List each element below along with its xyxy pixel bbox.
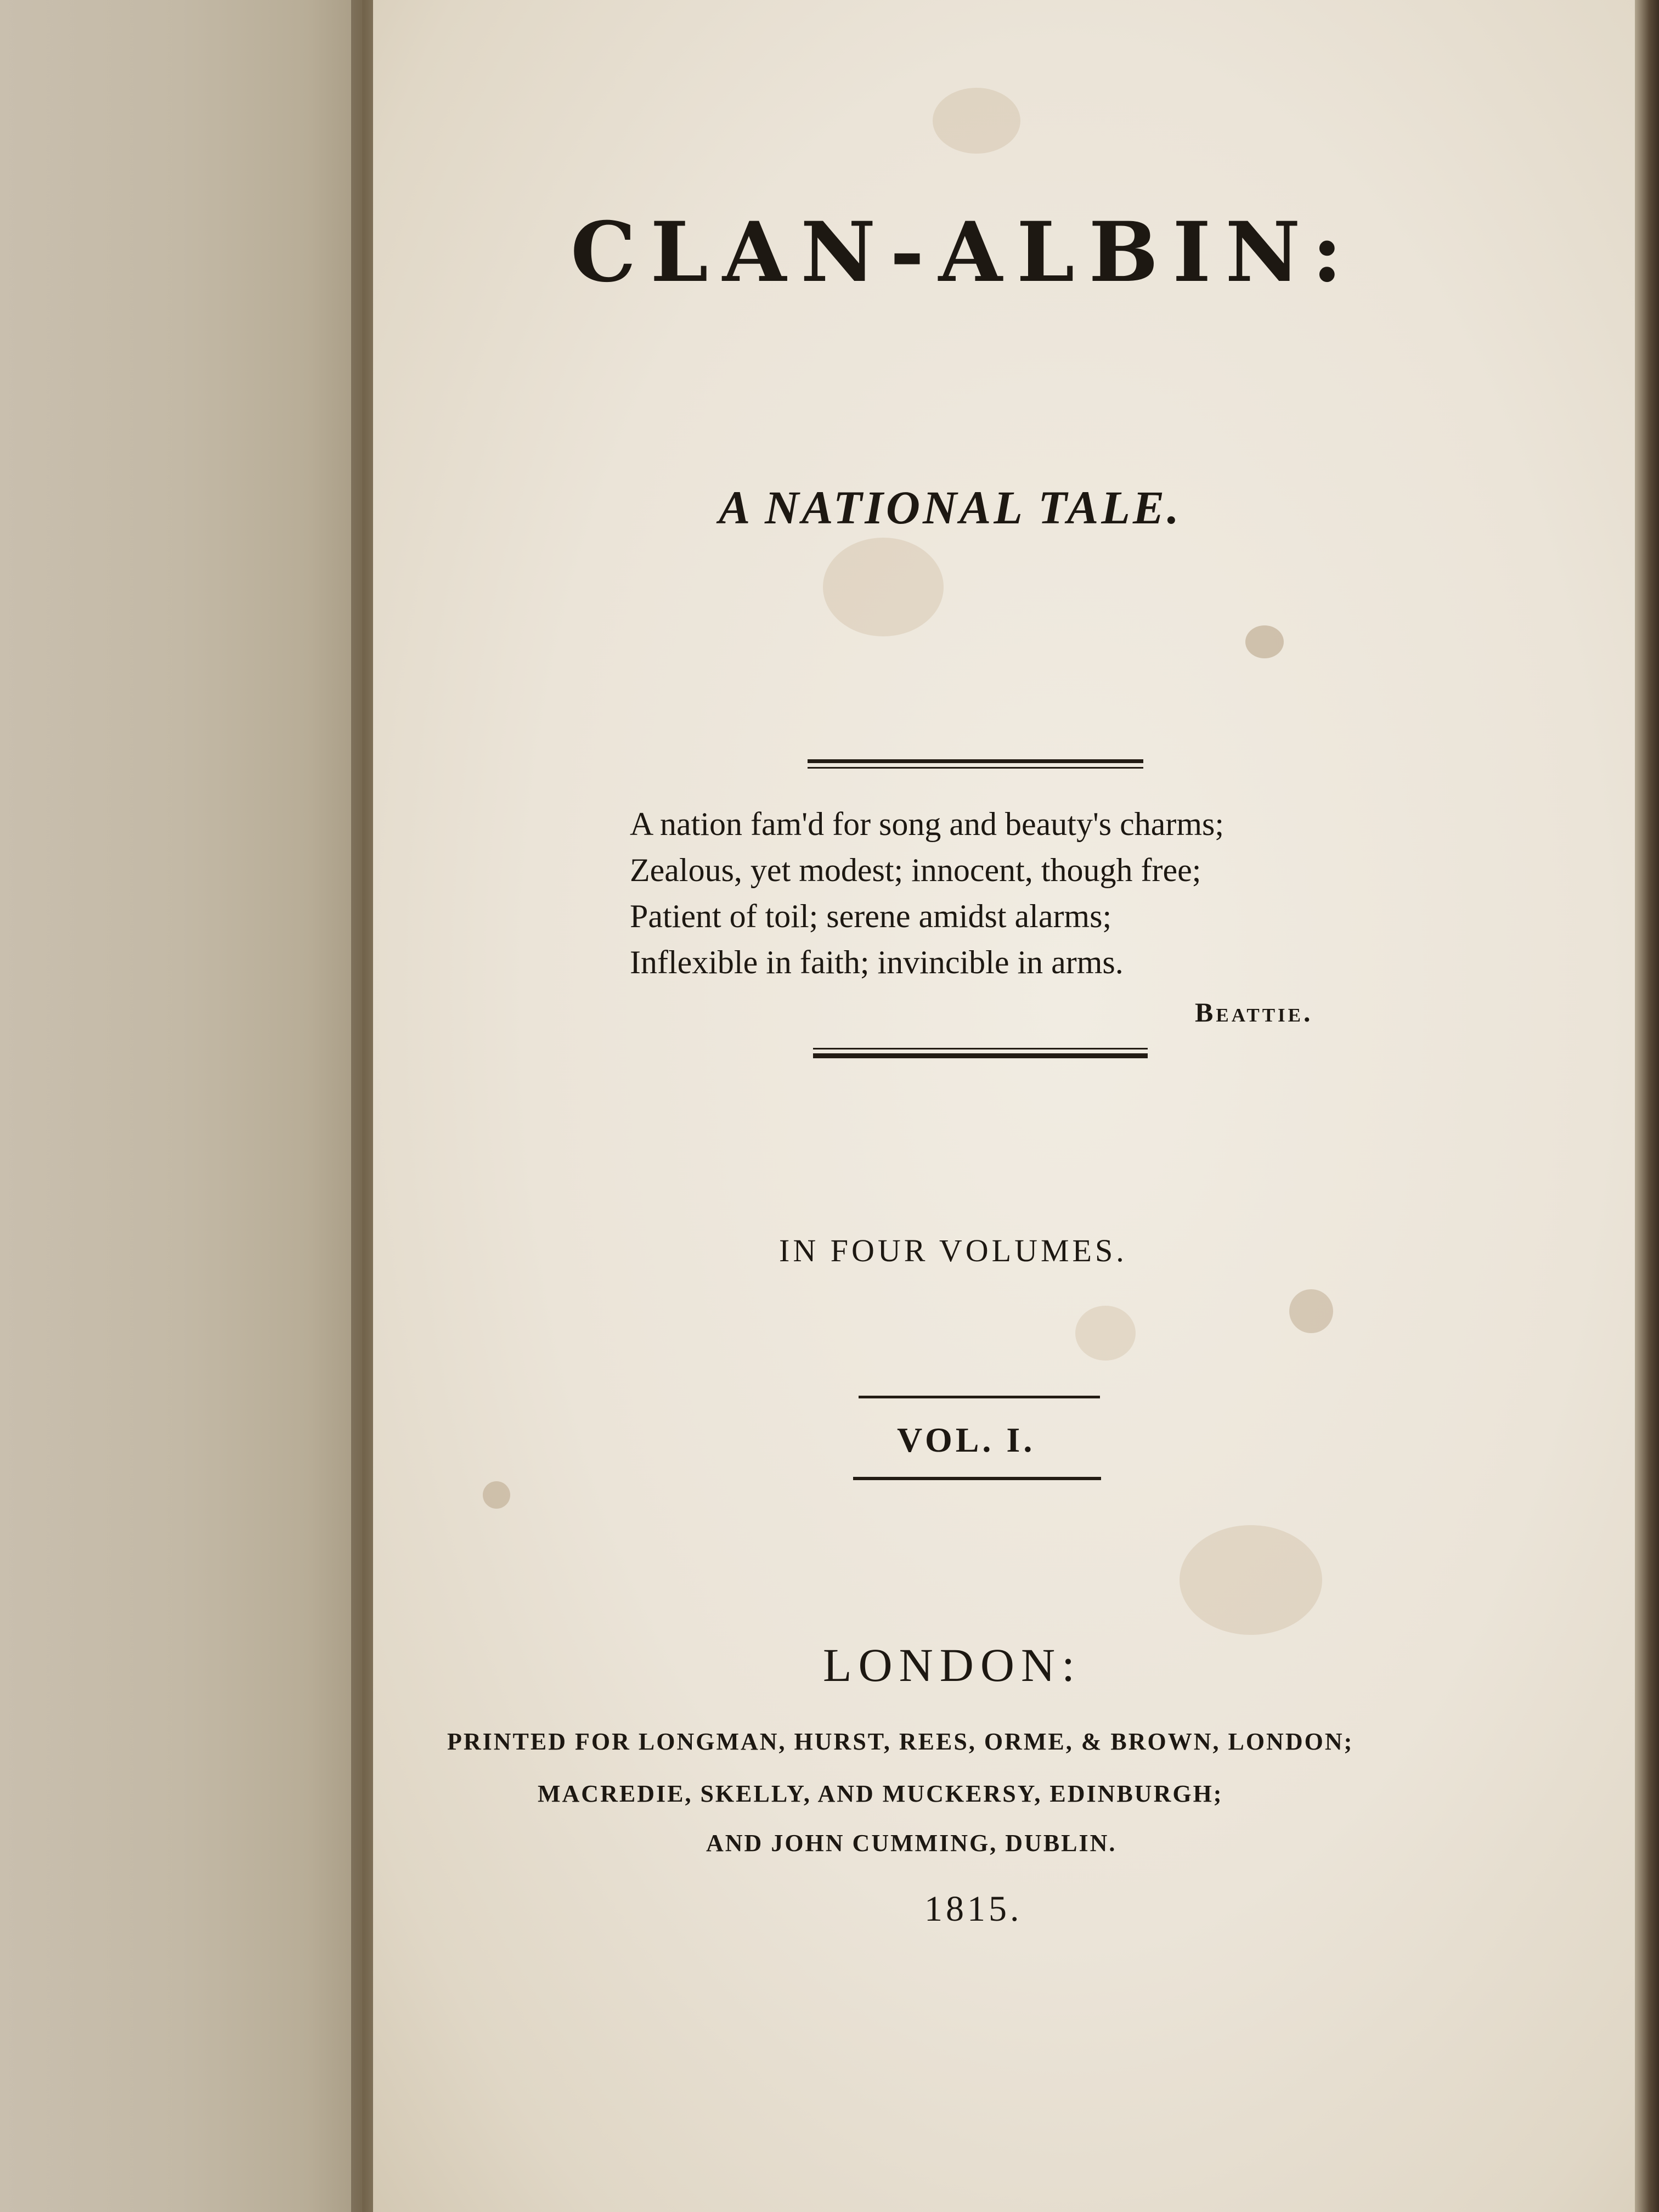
imprint-line: AND JOHN CUMMING, DUBLIN. <box>706 1830 1117 1857</box>
divider-rule <box>853 1477 1101 1480</box>
imprint-year: 1815. <box>924 1889 1023 1929</box>
foxing-spot <box>1289 1289 1333 1333</box>
foxing-spot <box>1075 1306 1136 1361</box>
imprint-line: PRINTED FOR LONGMAN, HURST, REES, ORME, & BROWN, LONDON; <box>447 1728 1354 1755</box>
foxing-spot <box>1180 1525 1322 1635</box>
divider-rule <box>813 1053 1148 1058</box>
volume-number: VOL. I. <box>897 1420 1036 1459</box>
title-page <box>373 0 1635 2212</box>
imprint-city: LONDON: <box>823 1639 1081 1691</box>
epigraph-line: Patient of toil; serene amidst alarms; <box>630 898 1112 934</box>
epigraph-line: A nation fam'd for song and beauty's charms; <box>630 806 1224 842</box>
foxing-spot <box>933 88 1020 154</box>
foxing-spot <box>483 1481 510 1509</box>
divider-rule <box>859 1396 1100 1398</box>
divider-rule <box>813 1048 1148 1049</box>
epigraph <box>630 801 1359 985</box>
epigraph-author: Beattie. <box>1195 997 1313 1028</box>
imprint-line: MACREDIE, SKELLY, AND MUCKERSY, EDINBURGH; <box>538 1780 1223 1807</box>
foxing-spot <box>1245 625 1284 658</box>
divider-rule <box>808 767 1143 769</box>
left-facing-page <box>0 0 362 2212</box>
epigraph-line: Inflexible in faith; invincible in arms. <box>630 944 1124 980</box>
book-cover-edge <box>1635 0 1659 2212</box>
foxing-spot <box>823 538 944 636</box>
book-subtitle: A NATIONAL TALE. <box>719 481 1182 534</box>
divider-rule <box>808 759 1143 763</box>
book-title: CLAN-ALBIN: <box>571 204 1357 301</box>
epigraph-line: Zealous, yet modest; innocent, though free; <box>630 852 1201 888</box>
volumes-note: IN FOUR VOLUMES. <box>779 1233 1127 1268</box>
